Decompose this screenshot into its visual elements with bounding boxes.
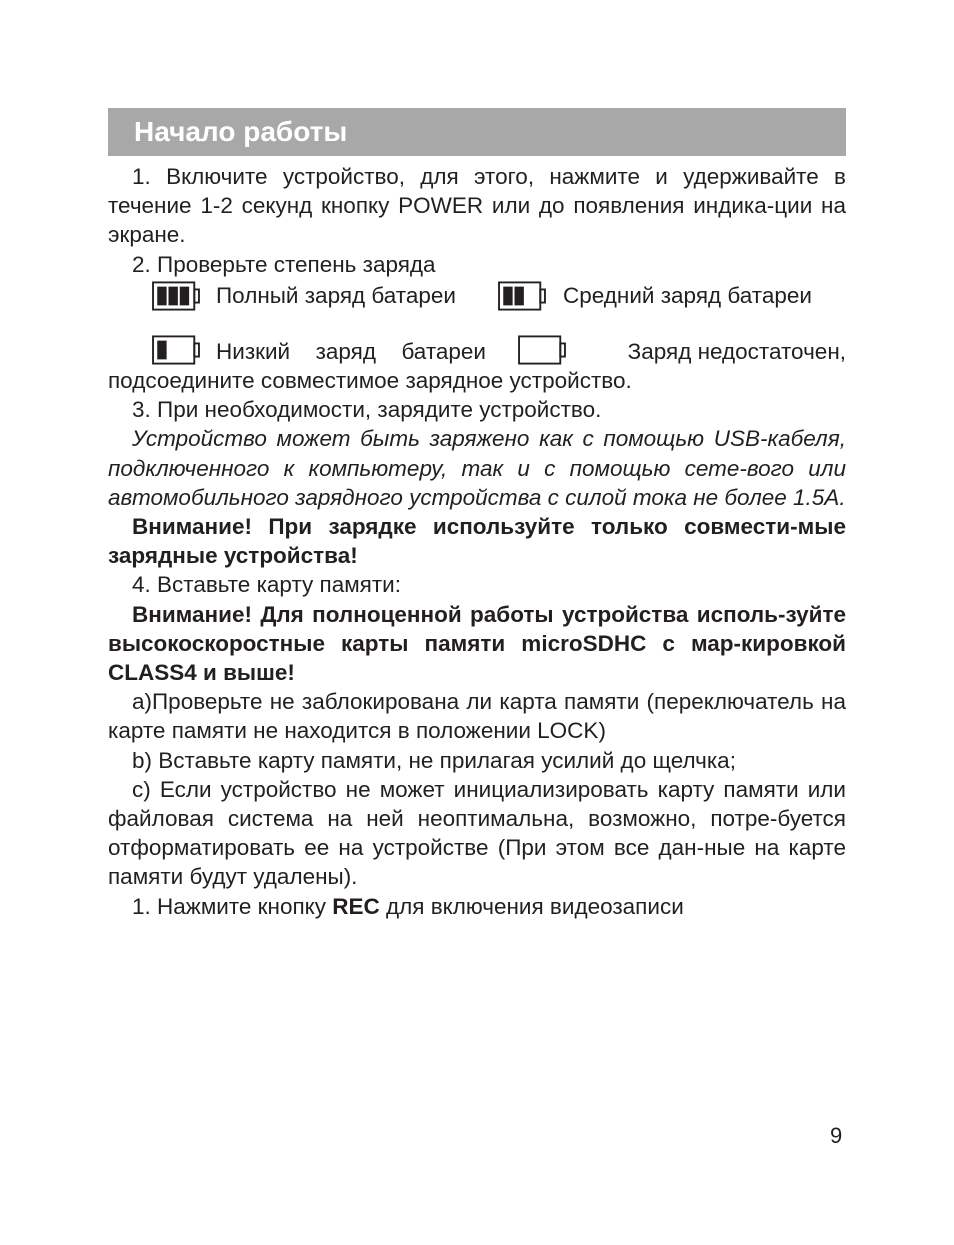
charging-note: Устройство может быть заряжено как с помощью USB-кабеля, подключенного к компьютеру, так и с помощью сете-вого или автомобильного зарядного устройства с силой тока не более 1.5А. [108, 426, 846, 510]
card-step-a: а)Проверьте не заблокирована ли карта памяти (переключатель на карте памяти не находится в положении LOCK) [108, 689, 846, 744]
battery-empty-label-continued: подсоедините совместимое зарядное устройство. [108, 368, 632, 393]
memory-card-warning: Внимание! Для полноценной работы устройства исполь-зуйте высокоскоростные карты памяти microSDHC с мар-кировкой CLASS4 и выше! [108, 601, 846, 686]
card-step-c: с) Если устройство не может инициализировать карту памяти или файловая система на ней неоптимальна, возможно, потре-буется отформатировать ее на устройстве (При этом все дан-ные на карте памяти будут удалены). [108, 776, 846, 890]
section-header [108, 108, 846, 156]
charging-warning: Внимание! При зарядке используйте только совмести-мые зарядные устройства! [108, 514, 846, 569]
battery-row-2 [108, 337, 846, 366]
battery-medium-label: Средний заряд батареи [563, 282, 812, 308]
step-4-insert-card: 4. Вставьте карту памяти: [132, 572, 401, 598]
battery-empty-label: Заряд недостаточен, [627, 338, 846, 364]
battery-medium-icon [496, 281, 548, 311]
battery-full-label: Полный заряд батареи [216, 282, 456, 308]
battery-low-label: Низкий заряд батареи [216, 338, 486, 364]
step-2-check-charge: 2. Проверьте степень заряда [132, 251, 436, 277]
battery-empty-icon [516, 335, 568, 365]
section-title: Начало работы [134, 116, 348, 147]
rec-button-name: REC [332, 893, 380, 919]
step-1-power-on: 1. Включите устройство, для этого, нажмите и удерживайте в течение 1-2 секунд кнопку POWER или до появления индика-ции на экране. [108, 164, 846, 248]
battery-row-1 [108, 279, 846, 337]
step-3-charge: 3. При необходимости, зарядите устройство. [132, 397, 602, 423]
rec-step-prefix: 1. Нажмите кнопку [132, 893, 333, 919]
rec-step [108, 892, 846, 921]
rec-step-suffix: для включения видеозаписи [379, 893, 684, 919]
battery-low-icon [150, 335, 202, 365]
page-number: 9 [830, 1123, 843, 1148]
card-step-b: b) Вставьте карту памяти, не прилагая усилий до щелчка; [132, 747, 736, 773]
battery-full-icon [150, 281, 202, 311]
page-content [108, 162, 846, 921]
